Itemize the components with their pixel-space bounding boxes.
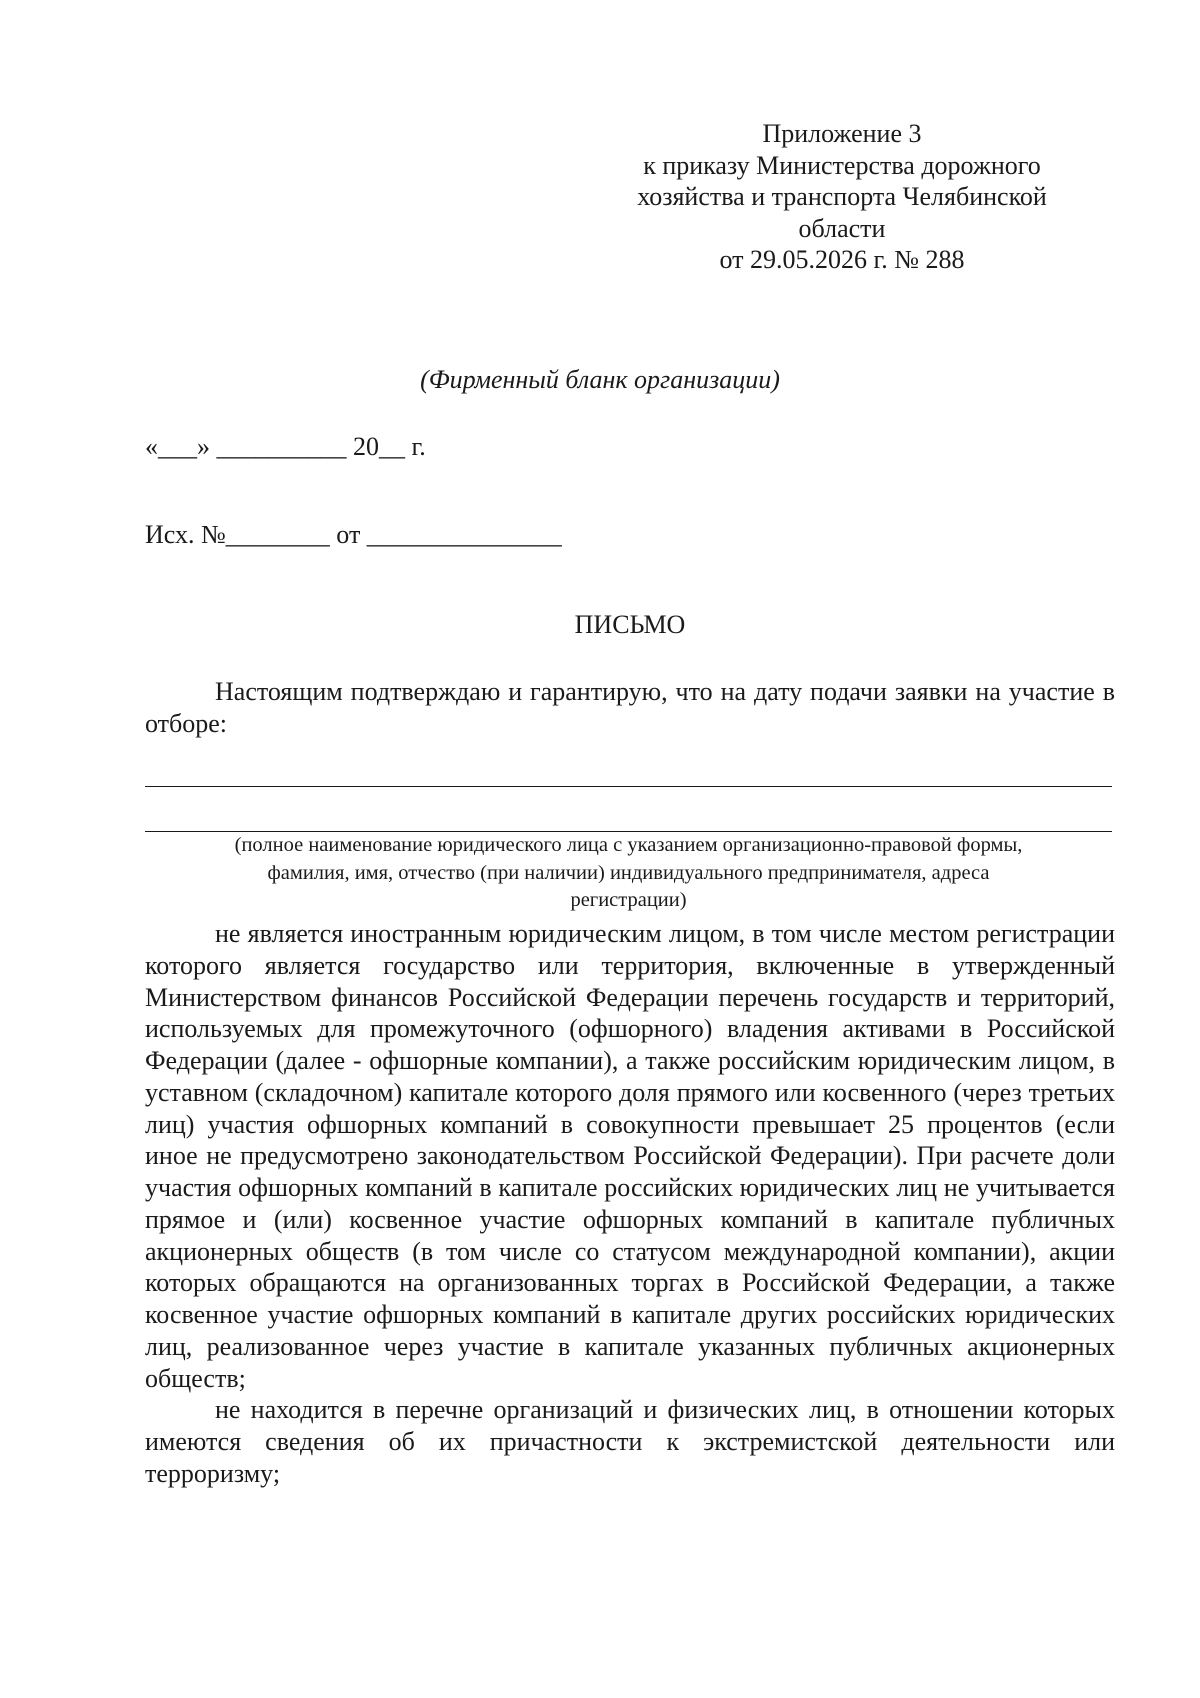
body-text <box>145 918 1115 1490</box>
intro-paragraph: Настоящим подтверждаю и гарантирую, что на дату подачи заявки на участие в отборе: <box>145 677 1115 738</box>
caption-line: фамилия, имя, отчество (при наличии) индивидуального предпринимателя, адреса <box>267 861 990 884</box>
fill-in-caption <box>145 832 1112 915</box>
appendix-order-ref: к приказу Министерства дорожного <box>643 150 1041 180</box>
appendix-order-date: от 29.05.2026 г. № 288 <box>719 245 965 274</box>
caption-line: регистрации) <box>570 889 687 911</box>
appendix-ministry: хозяйства и транспорта Челябинской <box>637 182 1047 211</box>
outgoing-number-line: Исх. №________ от _______________ <box>145 520 562 549</box>
document-title: ПИСЬМО <box>574 610 686 639</box>
date-line: «___» __________ 20__ г. <box>145 432 426 461</box>
letterhead-note: (Фирменный бланк организации) <box>420 365 780 394</box>
caption-line: (полное наименование юридического лица с указанием организационно-правовой формы, <box>234 834 1023 856</box>
appendix-header <box>612 118 1072 276</box>
fill-in-line-1 <box>145 786 1112 787</box>
appendix-region: области <box>798 213 886 243</box>
body-paragraph-offshore: не является иностранным юридическим лицом, в том числе местом регистрации которого является государство или территория, включенные в утвержденный Министерством финансов Российской Федерации перечень государств и территорий, используемых для промежуточного (офшорного) владения активами в Российской Федерации (далее - офшорные компании), а также российским юридическим лицом, в уставном (складочном) капитале которого доля прямого или косвенного (через третьих лиц) участия офшорных компаний в совокупности превышает 25 процентов (если иное не предусмотрено законодательством Российской Федерации). При расчете доли участия офшорных компаний в капитале российских юридических лиц не учитывается прямое и (или) косвенное участие офшорных компаний в капитале публичных акционерных обществ (в том числе со статусом международной компании), акции которых обращаются на организованных торгах в Российской Федерации, а также косвенное участие офшорных компаний в капитале других российских юридических лиц, реализованное через участие в капитале указанных публичных акционерных обществ; <box>145 919 1115 1393</box>
appendix-number: Приложение 3 <box>762 119 922 148</box>
body-paragraph-extremism: не находится в перечне организаций и физических лиц, в отношении которых имеются сведения об их причастности к экстремистской деятельности или терроризму; <box>145 1395 1115 1488</box>
